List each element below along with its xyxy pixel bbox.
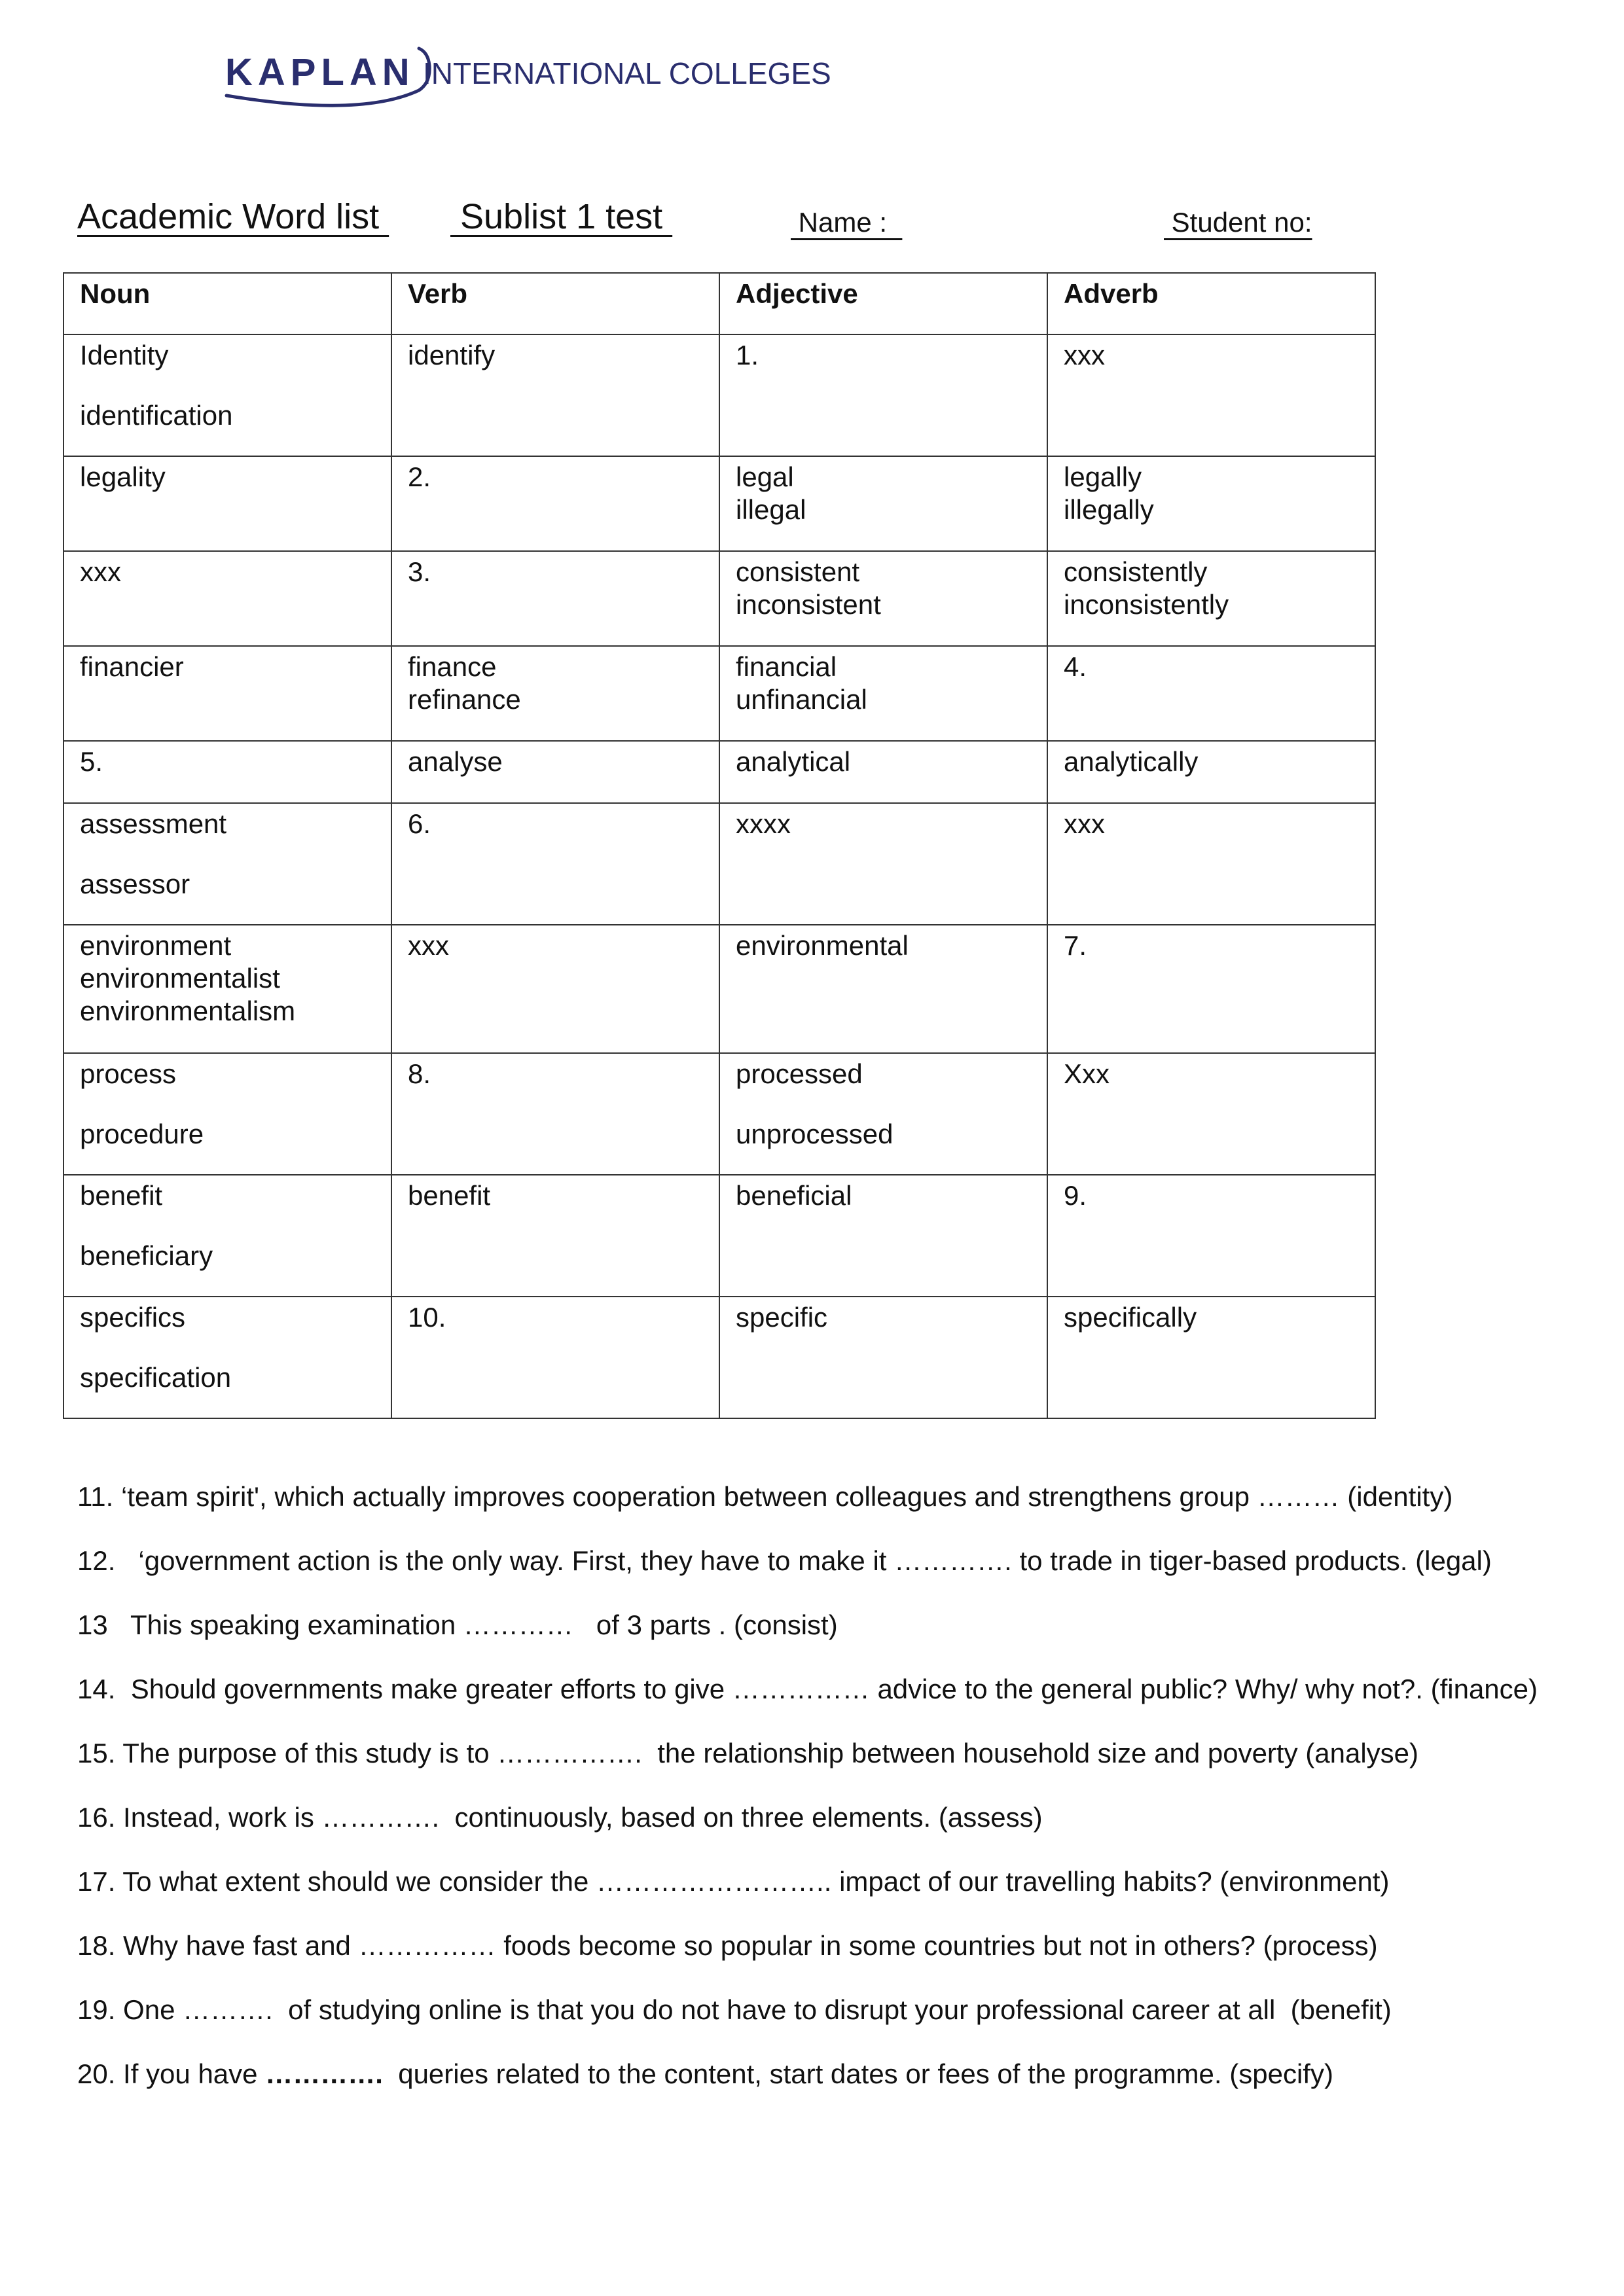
table-row xyxy=(63,925,1375,1053)
cell-word: environment xyxy=(80,930,232,961)
question-text: 17. To what extent should we consider the …………………….. impact of our travelling habits? (environment) xyxy=(77,1866,1390,1897)
cell-word: environmental xyxy=(736,930,909,961)
cell-word: analytical xyxy=(736,746,851,777)
sublist-title: Sublist 1 test xyxy=(450,197,673,236)
table-row xyxy=(63,803,1375,925)
question-text-continued: queries related to the content, start dates or fees of the programme. (specify) xyxy=(382,2058,1333,2089)
table-cell-adjective xyxy=(719,334,1047,456)
cell-word: Identity xyxy=(80,340,169,370)
cell-word: unprocessed xyxy=(736,1119,893,1149)
table-cell-verb xyxy=(391,1297,719,1418)
question-item xyxy=(77,1673,1609,1737)
table-cell-noun xyxy=(63,1053,391,1175)
table-cell-verb xyxy=(391,456,719,551)
table-cell-noun xyxy=(63,551,391,646)
table-cell-noun xyxy=(63,646,391,741)
test-header xyxy=(77,196,1386,249)
cell-word: legal xyxy=(736,461,794,492)
logo-subtitle: INTERNATIONAL COLLEGES xyxy=(423,56,831,90)
table-row xyxy=(63,1053,1375,1175)
column-header-adjective: Adjective xyxy=(719,273,1047,334)
kaplan-logo xyxy=(223,45,890,117)
cell-word: 4. xyxy=(1064,651,1087,682)
cell-word: beneficiary xyxy=(80,1240,213,1271)
cell-word: consistently xyxy=(1064,556,1208,587)
cell-word: 5. xyxy=(80,746,103,777)
column-header-noun: Noun xyxy=(63,273,391,334)
question-item xyxy=(77,1801,1609,1865)
word-forms-table xyxy=(63,272,1376,1419)
worksheet-title: Academic Word list xyxy=(77,197,389,236)
table-cell-verb xyxy=(391,334,719,456)
column-header-adverb: Adverb xyxy=(1047,273,1375,334)
table-cell-adjective xyxy=(719,1297,1047,1418)
table-cell-noun xyxy=(63,925,391,1053)
table-cell-verb xyxy=(391,925,719,1053)
table-cell-noun xyxy=(63,741,391,803)
name-field-label[interactable]: Name : xyxy=(791,207,903,238)
cell-word: 10. xyxy=(408,1302,446,1333)
table-cell-verb xyxy=(391,1175,719,1297)
table-cell-adverb xyxy=(1047,334,1375,456)
cell-word: processed xyxy=(736,1058,863,1089)
table-row xyxy=(63,1175,1375,1297)
table-cell-adverb xyxy=(1047,646,1375,741)
question-text: 15. The purpose of this study is to ……………. the relationship between household size and poverty (analyse) xyxy=(77,1738,1418,1768)
table-cell-adverb xyxy=(1047,741,1375,803)
table-cell-adverb xyxy=(1047,1175,1375,1297)
logo-brand: KAPLAN xyxy=(225,51,415,94)
cell-word: 8. xyxy=(408,1058,431,1089)
cell-word: 6. xyxy=(408,808,431,839)
table-cell-adverb xyxy=(1047,551,1375,646)
question-item xyxy=(77,1994,1609,2058)
cell-word: specifically xyxy=(1064,1302,1197,1333)
question-item xyxy=(77,1929,1609,1994)
cell-word: xxxx xyxy=(736,808,791,839)
table-cell-verb xyxy=(391,646,719,741)
table-cell-noun xyxy=(63,456,391,551)
question-text: 19. One ………. of studying online is that you do not have to disrupt your professional career at all (benefit) xyxy=(77,1994,1392,2025)
table-cell-adjective xyxy=(719,1175,1047,1297)
table-row xyxy=(63,334,1375,456)
question-item xyxy=(77,1865,1609,1929)
cell-word: legality xyxy=(80,461,166,492)
cell-word: specific xyxy=(736,1302,828,1333)
cell-word: assessor xyxy=(80,869,190,899)
table-cell-verb xyxy=(391,803,719,925)
table-cell-adjective xyxy=(719,456,1047,551)
cell-word: 3. xyxy=(408,556,431,587)
question-text: 16. Instead, work is …………. continuously, based on three elements. (assess) xyxy=(77,1802,1043,1833)
cell-word: financial xyxy=(736,651,837,682)
question-text: 14. Should governments make greater efforts to give …………… advice to the general public? Why/ why not?. (finance) xyxy=(77,1674,1538,1704)
question-text: 18. Why have fast and …………… foods become so popular in some countries but not in others? (process) xyxy=(77,1930,1378,1961)
table-cell-adverb xyxy=(1047,1297,1375,1418)
question-text: 12. ‘government action is the only way. First, they have to make it …………. to trade in tiger-based products. (legal) xyxy=(77,1545,1492,1576)
table-cell-adverb xyxy=(1047,456,1375,551)
table-cell-noun xyxy=(63,1175,391,1297)
table-cell-adjective xyxy=(719,646,1047,741)
table-row xyxy=(63,646,1375,741)
table-row xyxy=(63,741,1375,803)
cell-word: environmentalist xyxy=(80,963,280,994)
cell-word: 9. xyxy=(1064,1180,1087,1211)
question-item xyxy=(77,1480,1609,1545)
question-item xyxy=(77,2058,1609,2122)
cell-word: beneficial xyxy=(736,1180,852,1211)
cell-word: Xxx xyxy=(1064,1058,1110,1089)
cell-word: consistent xyxy=(736,556,860,587)
question-item xyxy=(77,1609,1609,1673)
table-cell-adjective xyxy=(719,741,1047,803)
cell-word: environmentalism xyxy=(80,996,296,1026)
cell-word: 7. xyxy=(1064,930,1087,961)
cell-word: assessment xyxy=(80,808,227,839)
cell-word: identify xyxy=(408,340,496,370)
question-text: 11. ‘team spirit', which actually improves cooperation between colleagues and strengthens group ……… (identity) xyxy=(77,1481,1453,1512)
table-cell-verb xyxy=(391,741,719,803)
table-row xyxy=(63,551,1375,646)
cell-word: refinance xyxy=(408,684,521,715)
column-header-verb: Verb xyxy=(391,273,719,334)
cell-word: analytically xyxy=(1064,746,1199,777)
table-cell-noun xyxy=(63,1297,391,1418)
cell-word: illegal xyxy=(736,494,806,525)
table-cell-verb xyxy=(391,551,719,646)
cell-word: unfinancial xyxy=(736,684,867,715)
cell-word: legally xyxy=(1064,461,1142,492)
cell-word: inconsistently xyxy=(1064,589,1229,620)
cell-word: 1. xyxy=(736,340,759,370)
cell-word: process xyxy=(80,1058,177,1089)
cell-word: xxx xyxy=(1064,808,1105,839)
cell-word: finance xyxy=(408,651,497,682)
cell-word: identification xyxy=(80,400,233,431)
cell-word: specification xyxy=(80,1362,232,1393)
cell-word: analyse xyxy=(408,746,503,777)
cell-word: 2. xyxy=(408,461,431,492)
cell-word: illegally xyxy=(1064,494,1154,525)
cell-word: specifics xyxy=(80,1302,186,1333)
table-cell-adverb xyxy=(1047,925,1375,1053)
table-cell-adjective xyxy=(719,803,1047,925)
cell-word: xxx xyxy=(80,556,121,587)
student-no-field-label[interactable]: Student no: xyxy=(1164,207,1312,238)
question-text: 13 This speaking examination ………… of 3 parts . (consist) xyxy=(77,1609,838,1640)
table-cell-adjective xyxy=(719,551,1047,646)
table-row xyxy=(63,456,1375,551)
table-cell-adverb xyxy=(1047,803,1375,925)
question-text: 20. If you have xyxy=(77,2058,266,2089)
gap-fill-questions xyxy=(77,1480,1609,2122)
cell-word: xxx xyxy=(408,930,449,961)
table-cell-adverb xyxy=(1047,1053,1375,1175)
table-cell-adjective xyxy=(719,925,1047,1053)
question-item xyxy=(77,1545,1609,1609)
cell-word: procedure xyxy=(80,1119,204,1149)
table-row xyxy=(63,1297,1375,1418)
answer-blank[interactable]: …………. xyxy=(265,2058,383,2089)
cell-word: benefit xyxy=(408,1180,491,1211)
table-cell-adjective xyxy=(719,1053,1047,1175)
table-header-row xyxy=(63,273,1375,334)
cell-word: xxx xyxy=(1064,340,1105,370)
question-item xyxy=(77,1737,1609,1801)
table-cell-noun xyxy=(63,803,391,925)
cell-word: financier xyxy=(80,651,184,682)
table-cell-verb xyxy=(391,1053,719,1175)
cell-word: benefit xyxy=(80,1180,163,1211)
cell-word: inconsistent xyxy=(736,589,881,620)
table-cell-noun xyxy=(63,334,391,456)
